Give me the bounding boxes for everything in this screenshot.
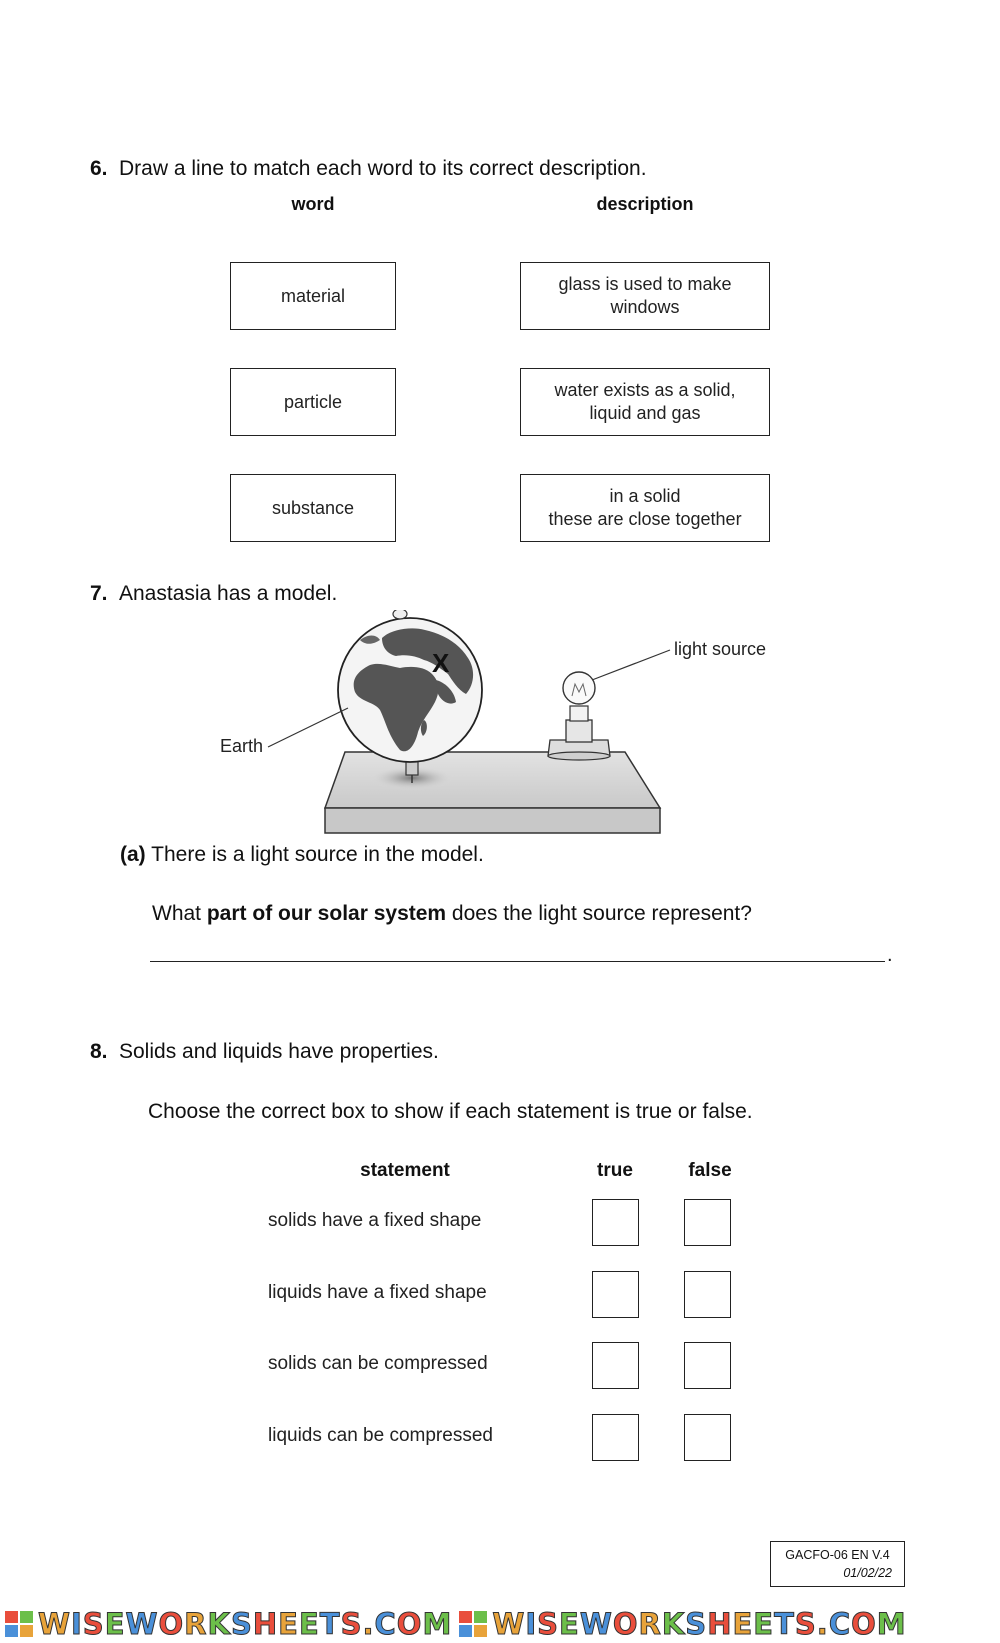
watermark-letter: E (104, 1607, 126, 1641)
q8-row3-true-checkbox[interactable] (592, 1342, 639, 1389)
watermark-letter: S (685, 1607, 708, 1641)
description-box-solid[interactable] (520, 474, 770, 542)
watermark-letter: S (794, 1607, 817, 1641)
q7a-answer-line[interactable] (150, 961, 885, 962)
q8-number: 8. (90, 1040, 108, 1063)
q6-number: 6. (90, 157, 108, 180)
watermark-letter: O (851, 1607, 877, 1641)
q8-row1-false-checkbox[interactable] (684, 1199, 731, 1246)
q8-row2-false-checkbox[interactable] (684, 1271, 731, 1318)
description-box-text: glass is used to make windows (558, 274, 732, 317)
word-box-particle[interactable] (230, 368, 396, 436)
description-box-text: in a solid these are close together (548, 486, 742, 529)
q6-word-header: word (291, 194, 335, 214)
watermark-letter: T (319, 1607, 341, 1641)
globe-x-marker: X (432, 648, 450, 678)
q8-row1-true-checkbox[interactable] (592, 1199, 639, 1246)
wise-logo-icon (458, 1610, 488, 1638)
word-box-material[interactable] (230, 262, 396, 330)
q8-row3-false-checkbox[interactable] (684, 1342, 731, 1389)
q6-prompt (90, 157, 647, 181)
watermark-letter: K (661, 1607, 686, 1641)
earth-label: Earth (220, 736, 264, 756)
watermark-letter: R (184, 1607, 208, 1641)
word-box-substance[interactable] (230, 474, 396, 542)
watermark-letter: . (816, 1607, 829, 1641)
watermark-letter: E (298, 1607, 320, 1641)
watermark-letter: W (125, 1607, 159, 1641)
description-box-text: water exists as a solid, liquid and gas (554, 380, 736, 423)
watermark-letter: C (374, 1607, 397, 1641)
light-source-label: light source (674, 639, 767, 659)
watermark-unit (4, 1607, 452, 1641)
watermark-letter: K (207, 1607, 231, 1641)
document-date: 01/02/22 (843, 1566, 892, 1580)
watermark-letter: O (396, 1607, 423, 1641)
watermark-text (492, 1607, 906, 1641)
q8-statement-4: liquids can be compressed (268, 1425, 493, 1446)
description-box-water[interactable] (520, 368, 770, 436)
bulb-holder (566, 720, 592, 742)
q7a-question-pre: What (152, 902, 207, 925)
q8-statement-3: solids can be compressed (268, 1353, 488, 1374)
watermark-letter: E (753, 1607, 775, 1641)
q8-true-header: true (597, 1160, 633, 1181)
q7-number: 7. (90, 582, 108, 605)
q6-prompt-text: Draw a line to match each word to its correct description. (119, 157, 647, 180)
model-base-front (325, 808, 660, 833)
q8-row2-true-checkbox[interactable] (592, 1271, 639, 1318)
q8-instruction: Choose the correct box to show if each statement is true or false. (148, 1100, 753, 1123)
q8-statement-2: liquids have a fixed shape (268, 1282, 487, 1303)
q7a-question-bold: part of our solar system (206, 902, 447, 925)
watermark-letter: R (638, 1607, 662, 1641)
wise-logo-icon (4, 1610, 34, 1638)
q7a-text: There is a light source in the model. (151, 843, 484, 866)
watermark-letter: S (537, 1607, 559, 1641)
q8-prompt (90, 1040, 439, 1064)
q6-description-header: description (596, 194, 694, 214)
watermark-letter: W (492, 1607, 526, 1641)
watermark-letter: C (828, 1607, 852, 1641)
q8-row4-true-checkbox[interactable] (592, 1414, 639, 1461)
watermark-letter: W (579, 1607, 613, 1641)
q8-statement-1: solids have a fixed shape (268, 1210, 482, 1231)
q8-row4-false-checkbox[interactable] (684, 1414, 731, 1461)
word-box-label: material (280, 285, 346, 306)
q7a-label: (a) (120, 843, 146, 866)
watermark-banner (0, 1605, 1000, 1643)
document-reference-box (770, 1541, 905, 1587)
light-source-leader-line (592, 650, 670, 680)
q7a-question-post: does the light source represent? (446, 902, 752, 925)
watermark-letter: E (732, 1607, 754, 1641)
light-bulb (563, 672, 595, 704)
earth-leader-line (268, 708, 348, 747)
watermark-letter: E (559, 1607, 580, 1641)
watermark-letter: . (362, 1607, 375, 1641)
q7a-question (152, 902, 752, 926)
globe-top-knob (393, 610, 407, 619)
watermark-letter: O (612, 1607, 639, 1641)
document-code: GACFO-06 EN V.4 (785, 1548, 890, 1562)
watermark-letter: T (774, 1607, 795, 1641)
watermark-letter: S (82, 1607, 105, 1641)
q8-prompt-text: Solids and liquids have properties. (119, 1040, 439, 1063)
watermark-letter: W (38, 1607, 71, 1641)
watermark-letter: H (252, 1607, 279, 1641)
q7a-statement (120, 843, 484, 867)
watermark-unit (458, 1607, 906, 1641)
watermark-letter: I (525, 1607, 538, 1641)
description-box-glass[interactable] (520, 262, 770, 330)
q7-prompt (90, 582, 337, 606)
word-box-label: particle (283, 391, 343, 412)
q8-false-header: false (688, 1160, 732, 1181)
watermark-letter: H (707, 1607, 733, 1641)
watermark-letter: E (278, 1607, 299, 1641)
earth-model-figure (210, 610, 810, 845)
q7-prompt-text: Anastasia has a model. (119, 582, 338, 605)
watermark-letter: O (158, 1607, 185, 1641)
watermark-letter: S (230, 1607, 253, 1641)
watermark-letter: I (71, 1607, 83, 1641)
watermark-letter: M (422, 1607, 453, 1641)
watermark-letter: M (876, 1607, 907, 1641)
word-box-label: substance (271, 497, 355, 518)
watermark-letter: S (340, 1607, 363, 1641)
q8-statement-header: statement (360, 1160, 450, 1181)
watermark-text (38, 1607, 452, 1641)
q7a-answer-period: . (887, 944, 893, 966)
